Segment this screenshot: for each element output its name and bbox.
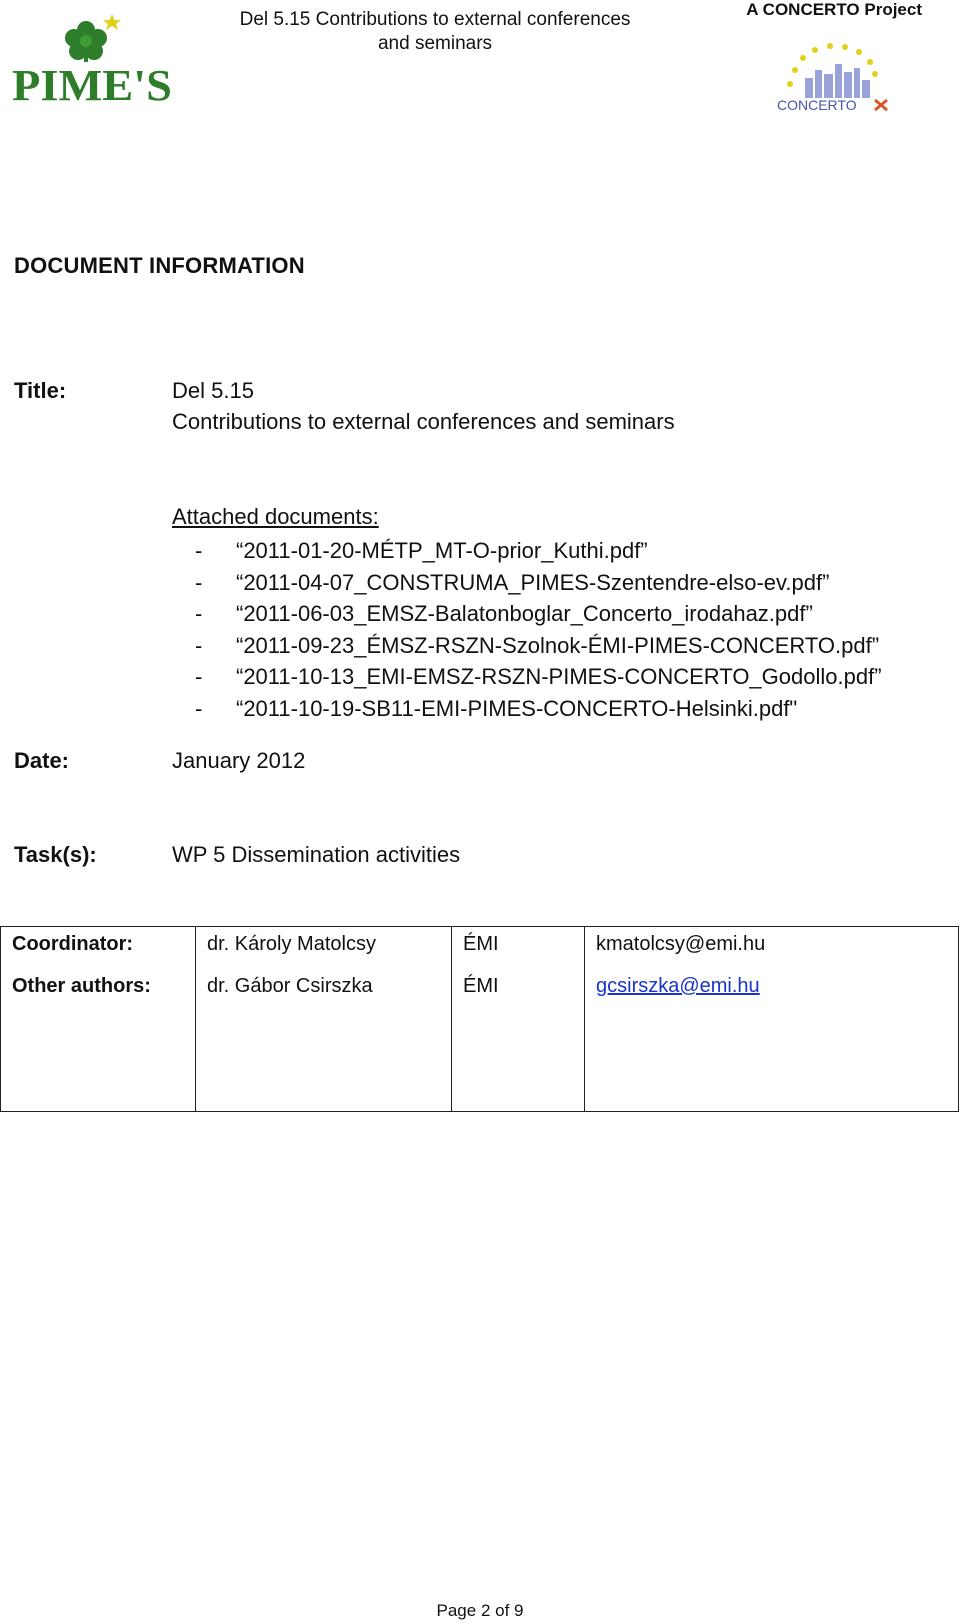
author-email: kmatolcsy@emi.hu [585, 927, 959, 970]
header-title-line1: Del 5.15 Contributions to external conferences [239, 9, 631, 30]
author-name: dr. Károly Matolcsy [196, 927, 452, 970]
author-role: Other authors: [1, 969, 196, 1011]
title-label: Title: [14, 378, 67, 403]
concerto-logo-text: CONCERTO [777, 97, 857, 113]
header-document-title [200, 8, 670, 56]
attached-document-item: - “2011-01-20-MÉTP_MT-O-prior_Kuthi.pdf” [195, 538, 648, 563]
attached-document-item: - “2011-06-03_EMSZ-Balatonboglar_Concerto_irodahaz.pdf” [195, 601, 813, 626]
header-project-label: A CONCERTO Project [746, 0, 922, 19]
authors-table [0, 926, 959, 1112]
pimes-star-icon [103, 14, 121, 30]
attached-document-item: - “2011-10-19-SB11-EMI-PIMES-CONCERTO-Helsinki.pdf" [195, 695, 798, 721]
date-value: January 2012 [172, 748, 306, 773]
page-number: Page 2 of 9 [436, 1601, 524, 1620]
pimes-logo [12, 8, 172, 108]
author-name: dr. Gábor Csirszka [196, 969, 452, 1011]
concerto-skyline-icon [805, 64, 870, 98]
title-line2: Contributions to external conferences and seminars [172, 409, 675, 434]
author-email-cell [585, 969, 959, 1011]
attached-documents-list [195, 535, 882, 724]
concerto-x-icon [875, 100, 887, 110]
date-label: Date: [14, 748, 70, 773]
table-row [1, 927, 959, 970]
attached-documents-label: Attached documents: [172, 504, 379, 529]
header-title-line2: and seminars [377, 33, 493, 54]
attached-document-item: - “2011-09-23_ÉMSZ-RSZN-Szolnok-ÉMI-PIMES-CONCERTO.pdf” [195, 632, 880, 658]
attached-document-item: - “2011-10-13_EMI-EMSZ-RSZN-PIMES-CONCERTO_Godollo.pdf” [195, 664, 882, 689]
tasks-value: WP 5 Dissemination activities [172, 842, 461, 867]
author-email-link[interactable]: gcsirszka@emi.hu [596, 975, 760, 997]
pimes-logo-text: PIME'S [12, 61, 172, 108]
author-role: Coordinator: [1, 927, 196, 970]
title-value [172, 375, 675, 437]
table-row-empty [1, 1011, 959, 1112]
author-organization: ÉMI [452, 927, 585, 970]
pimes-flower-icon [65, 21, 107, 62]
title-line1: Del 5.15 [172, 378, 254, 403]
table-row [1, 969, 959, 1011]
document-information-heading: DOCUMENT INFORMATION [14, 253, 305, 278]
author-organization: ÉMI [452, 969, 585, 1011]
attached-document-item: - “2011-04-07_CONSTRUMA_PIMES-Szentendre-elso-ev.pdf” [195, 569, 830, 595]
tasks-label: Task(s): [14, 842, 97, 867]
concerto-logo [775, 40, 895, 115]
